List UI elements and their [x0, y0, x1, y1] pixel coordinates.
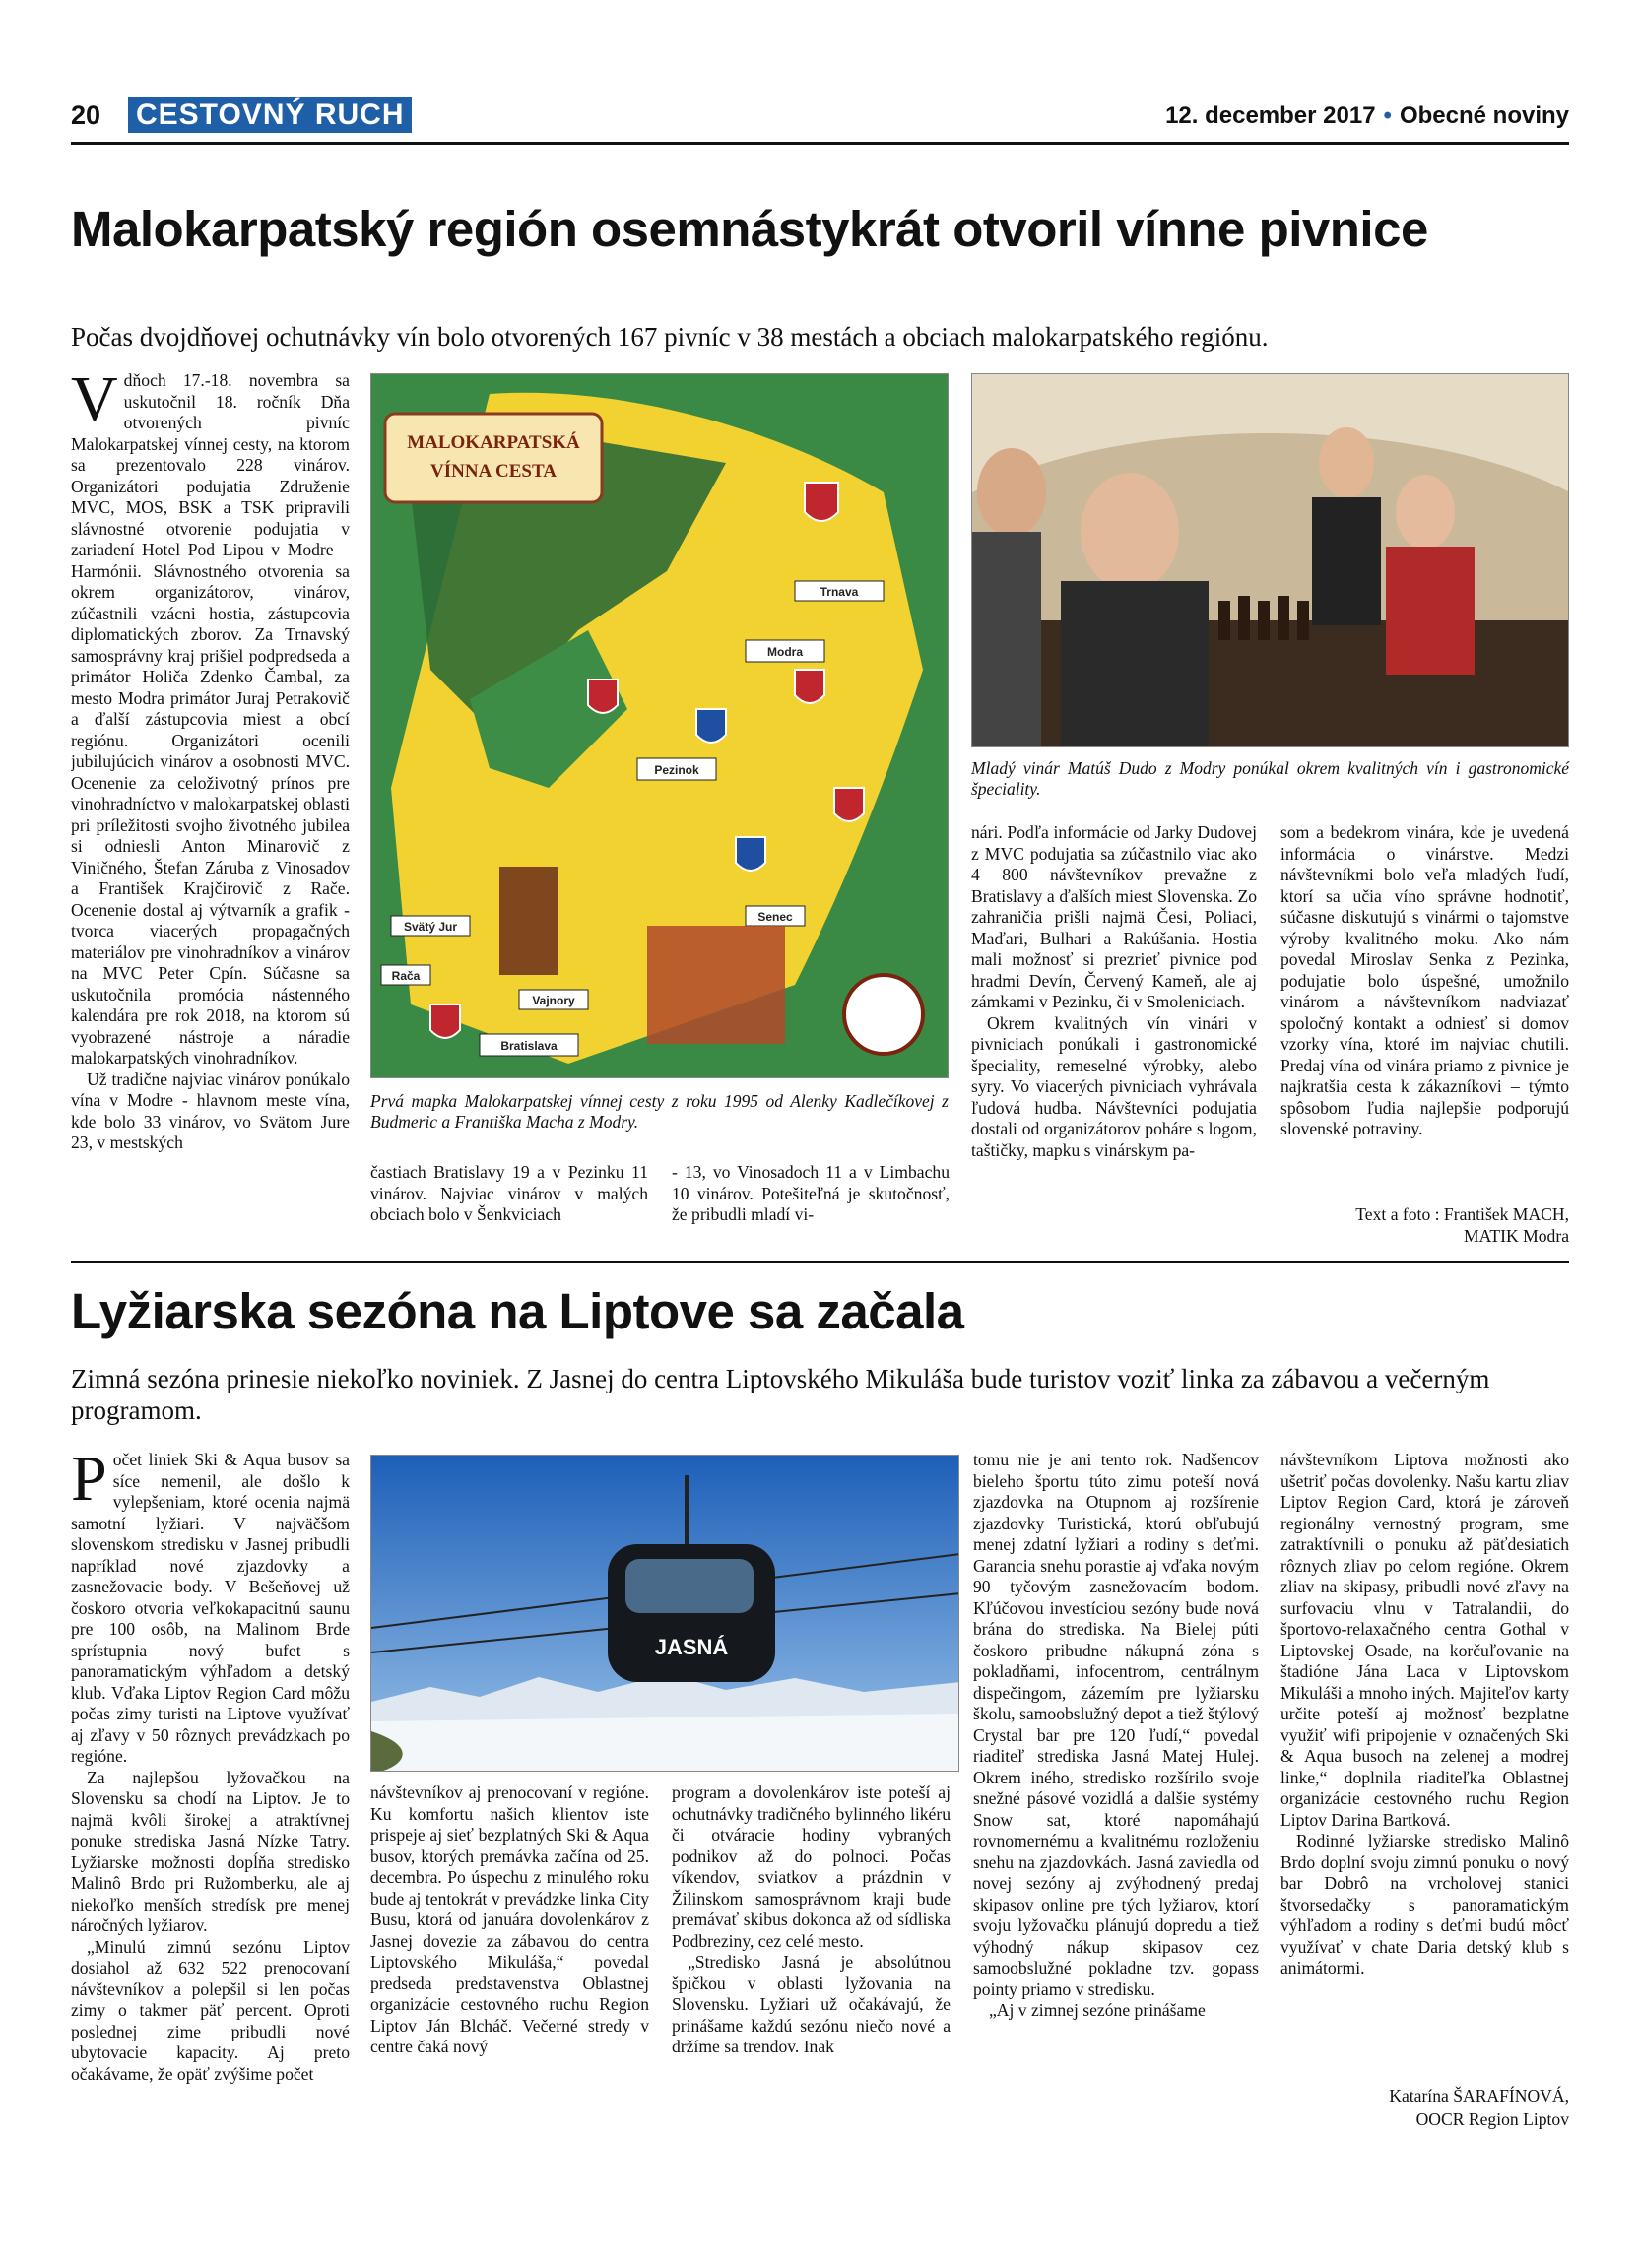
map-town: Trnava — [820, 585, 859, 599]
gondola-photo — [370, 1455, 959, 1772]
gondola-label: JASNÁ — [654, 1635, 729, 1659]
article1-column-2 — [370, 1162, 648, 1249]
article1-lede: Počas dvojdňovej ochutnávky vín bolo otvorených 167 pivníc v 38 mestách a obciach malokarpatského regiónu. — [71, 322, 1269, 352]
map-town: Pezinok — [654, 763, 699, 777]
header-rule — [71, 142, 1569, 145]
header-separator: • — [1383, 102, 1392, 129]
article2-lede: Zimná sezóna prinesie niekoľko noviniek. Z Jasnej do centra Liptovského Mikuláša bude turistov voziť linka za zábavou a večerným programom. — [71, 1364, 1490, 1425]
map-town: Modra — [767, 645, 803, 659]
drop-cap: P — [71, 1450, 107, 1515]
section-label: CESTOVNÝ RUCH — [128, 97, 412, 133]
article1-column-5 — [1280, 822, 1569, 1208]
paragraph: dňoch 17.-18. novembra sa uskutočnil 18. ročník Dňa otvorených pivníc Malokarpatskej vínnej cesty, na ktorom sa prezentovalo 228 vinárov. Organizátori podujatia Združenie MVC, MOS, BSK a TSK pripravili slávnostné otvorenie podujatia v zariadení Hotel Pod Lipou v Modre – Harmónii. Slávnostného otvorenia sa okrem organizátorov, vinárov, zúčastnili vzácni hostia, zástupcovia diplomatických zborov. Za Trnavský samosprávny kraj prišiel podpredseda a primátor Holiča Zdenko Čambal, za mesto Modra primátor Juraj Petrakovič a ďalší zástupcovia miest a obcí regiónu. Organizátori ocenili jubilujúcich vinárov a osobnosti MVC. Ocenenie za celoživotný prínos pre vinohradníctvo v malokarpatskej oblasti pri príležitosti svojho životného jubilea si odniesli Anton Minarovič z Viničného, Štefan Záruba z Vinosadov a František Krajčirovič z Rače. Ocenenie dostal aj výtvarník a grafik - tvorca viacerých propagačných materiálov pre vinohradníkov a vinárov na MVC Peter Cpín. Súčasne sa uskutočnila promócia nástenného kalendára pre rok 2018, na ktorom sú vyobrazené nástroje a náradie malokarpatských vinohradníkov. — [71, 370, 350, 1068]
header-info — [1165, 102, 1569, 130]
paragraph: návštevníkov aj prenocovaní v regióne. Ku komfortu našich klientov iste prispeje aj sieť bezplatných Ski & Aqua busov, ktorých premávka začína od 25. decembra. Po úspechu z minulého roku bude aj tentokrát v prevádzke linka City Busu, ktorá od januára dovolenkárov z Jasnej dovezie za zábavou do centra Liptovského Mikuláša,“ povedal predseda predstavenstva Oblastnej organizácie cestovného ruchu Region Liptov Ján Blcháč. Večerné stredy v centre čaká nový — [370, 1782, 649, 2056]
paragraph: nári. Podľa informácie od Jarky Dudovej z MVC podujatia sa zúčastnilo viac ako 4 800 návštevníkov prevažne z Bratislavy a ďalších miest Slovenska. Zo zahraničia prišli najmä Česi, Poliaci, Maďari, Bulhari a Rakúšania. Hostia mali možnosť si prezrieť pivnice pod hradmi Devín, Červený Kameň, ale aj zámkami v Pezinku, či v Smoleniciach. — [971, 822, 1257, 1011]
article2-column-4 — [973, 1450, 1259, 2142]
page-number: 20 — [71, 100, 101, 130]
paragraph: „Aj v zimnej sezóne prinášame — [989, 2000, 1206, 2020]
paragraph: „Minulú zimnú sezónu Liptov dosiahol až 632 522 prenocovaní návštevníkov a polepšil si len počas zimy o takmer päť percent. Oproti poslednej zime pribudli nové ubytovacie kapacity. Aj preto očakávame, že opäť zvýšime počet — [71, 1936, 350, 2084]
paragraph: častiach Bratislavy 19 a v Pezinku 11 vinárov. Najviac vinárov v malých obciach bolo v Šenkviciach — [370, 1162, 648, 1224]
paragraph: program a dovolenkárov iste poteší aj ochutnávky tradičného bylinného likéru či otváracie hodiny vybraných podnikov až do polnoci. Počas víkendov, sviatkov a prázdnin v Žilinskom samosprávnom kraji bude premávať skibus dokonca až od sídliska Podbreziny, cez celé mesto. — [672, 1782, 951, 1951]
article-divider — [71, 1261, 1569, 1263]
paragraph: Okrem kvalitných vín vinári v pivniciach ponúkali i gastronomické špeciality, remeselné výrobky, alebo syry. Vo viacerých pivniciach vyhrávala ľudová hudba. Návštevníci podujatia dostali od organizátorov poháre s logom, taštičky, mapku s vinárskym pa- — [971, 1012, 1257, 1160]
map-town: Svätý Jur — [403, 920, 458, 934]
article2-signature-2: OOCR Region Liptov — [1415, 2109, 1569, 2129]
map-town: Bratislava — [500, 1039, 558, 1053]
article2-column-1 — [71, 1450, 350, 2142]
map-town: Vajnory — [532, 994, 575, 1007]
article1-column-1 — [71, 370, 350, 1247]
article1-column-3 — [672, 1162, 950, 1249]
article1-credit: Text a foto : František MACH, — [1355, 1204, 1569, 1224]
map-town: Senec — [757, 910, 793, 924]
paper-name: Obecné noviny — [1399, 102, 1569, 129]
article2-column-2 — [370, 1782, 649, 2142]
photo-illustration — [972, 374, 1569, 747]
paragraph: tomu nie je ani tento rok. Nadšencov bieleho športu túto zimu poteší nová zjazdovka na Otupnom aj rozšírenie zjazdovky Turistická, ktorú obľubujú menej zdatní lyžiari a rodiny s deťmi. Garancia snehu porastie aj vďaka novým 90 tyčovým zasnežovacím bodom. Kľúčovou investíciou sezóny bude nová brána do strediska. Na Bielej púti čoskoro pribudne nákupná zóna s pokladňami, infocentrom, centrálnym dispečingom, zázemím pre lyžiarsku školu, samoobslužný depot a tiež štýlový Crystal bar pre 120 ľudí,“ povedal riaditeľ strediska Jasná Matej Hulej. Okrem iného, stredisko rozšírilo svoje snežné pásové vozidlá a dalšie systémy Snow sat, ktoré napomáhajú rovnomernému a kvalitnému rozloženiu snehu na zjazdovkách. Jasná zaviedla od novej sezóny aj zvýhodnený predaj skipasov online pre tých lyžiarov, ktorí svoju lyžovačku plánujú dopredu a tiež výhodný nákup skipasov cez samoobslužné pokladne tzv. gopass pointy priamo v stredisku. — [973, 1450, 1259, 1999]
map-illustration — [371, 374, 949, 1078]
drop-cap: V — [71, 370, 118, 435]
map-caption: Prvá mapka Malokarpatskej vínnej cesty z roku 1995 od Alenky Kadlečíkovej z Budmeric a Františka Macha z Modry. — [370, 1091, 949, 1132]
article1-headline: Malokarpatský región osemnástykrát otvoril vínne pivnice — [71, 201, 1428, 257]
paragraph: „Stredisko Jasná je absolútnou špičkou v oblasti lyžovania na Slovensku. Lyžiari už očakávajú, že prinášame každú sezónu niečo nové a držíme sa trendov. Inak — [672, 1952, 951, 2056]
wine-route-map — [370, 373, 949, 1078]
article2-signature: Katarína ŠARAFÍNOVÁ, — [1389, 2086, 1569, 2106]
map-title-line-2: VÍNNA CESTA — [430, 461, 557, 482]
photo-caption: Mladý vinár Matúš Dudo z Modry ponúkal okrem kvalitných vín i gastronomické špeciality. — [971, 758, 1569, 799]
paragraph: Za najlepšou lyžovačkou na Slovensku sa chodí na Liptov. Je to najmä kvôli širokej a atraktívnej ponuke strediska Jasná Nízke Tatry. Lyžiarske možnosti dopĺňa stredisko Malinô Brdo pri Ružomberku, ale aj niekoľko menších stredísk pre menej náročných lyžiarov. — [71, 1767, 350, 1935]
map-title-line-1: MALOKARPATSKÁ — [407, 432, 580, 453]
paragraph: Rodinné lyžiarske stredisko Malinô Brdo doplní svoju zimnú ponuku o nový bar Dobrô na vrcholovej stanici štvorsedačky s panoramatickým výhľadom a rodiny s deťmi budú môcť využívať v chate Daria detský klub s animátormi. — [1280, 1831, 1569, 1977]
article2-column-3 — [672, 1782, 951, 2142]
winemaker-photo — [971, 373, 1569, 747]
issue-date: 12. december 2017 — [1165, 102, 1376, 129]
paragraph: očet liniek Ski & Aqua busov sa síce nemenil, ale došlo k vylepšeniam, ktoré ocenia najmä samotní lyžiari. V najväčšom slovenskom stredisku v Jasnej pribudli napríklad nové zjazdovky a zasnežovacie body. V Bešeňovej už čoskoro otvoria veľkokapacitnú saunu pre 100 osôb, na Malinom Brde sprístupnia nový bufet s panoramatickým výhľadom a detský klub. Vďaka Liptov Region Card môžu počas zimy turisti na Liptove využívať aj zľavy v 50 rôznych prevádzkach po regióne. — [71, 1450, 350, 1766]
paragraph: Už tradične najviac vinárov ponúkalo vína v Modre - hlavnom meste vína, kde bolo 33 vinárov, vo Svätom Jure 23, v mestských — [71, 1069, 350, 1152]
paragraph: - 13, vo Vinosadoch 11 a v Limbachu 10 vinárov. Potešiteľná je skutočnosť, že pribudli mladí vi- — [672, 1162, 950, 1224]
photo-illustration — [371, 1456, 959, 1772]
paragraph: som a bedekrom vinára, kde je uvedená informácia o vinárstve. Medzi návštevníkmi bolo veľa mladých ľudí, ktorí sa učia víno správne hodnotiť, súčasne diskutujú s vinármi o tajomstve výroby kvalitného moku. Ako nám povedal Miroslav Senka z Pezinka, podujatie bolo úspešné, umožnilo vinárom a návštevníkom nadviazať spoločný kontakt a odniesť si domov vzorky vína, ktoré im najviac chutili. Predaj vína od vinára priamo z pivnice je najkratšia cesta k zákazníkovi – týmto spôsobom ľudia najlepšie podporujú slovenské potraviny. — [1280, 822, 1569, 1138]
article2-column-5 — [1280, 1450, 1569, 2055]
article2-headline: Lyžiarska sezóna na Liptove sa začala — [71, 1283, 964, 1339]
article1-credit-2: MATIK Modra — [1463, 1226, 1569, 1246]
map-town: Rača — [391, 969, 421, 983]
article1-column-4 — [971, 822, 1257, 1246]
paragraph: návštevníkom Liptova možnosti ako ušetriť počas dovolenky. Našu kartu zliav Liptov Region Card, ktorá je zároveň regionálny vernostný program, sme zatraktívnili o ponuku až päťdesiatich rôznych zliav po celom regióne. Okrem zliav na skipasy, pribudli nové zľavy na surfovaciu vlnu v Tatralandii, do športovo-relaxačného centra Gothal v Liptovskej Osade, na korčuľovanie na štadióne Jána Laca v Liptovskom Mikuláši a mnoho iných. Majiteľov karty určite poteší aj možnosť bezplatne využiť wifi pripojenie v označených Ski & Aqua busoch na zelenej a modrej linke,“ doplnila riaditeľka Oblastnej organizácie cestovného ruchu Region Liptov Darina Bartková. — [1280, 1450, 1569, 1830]
